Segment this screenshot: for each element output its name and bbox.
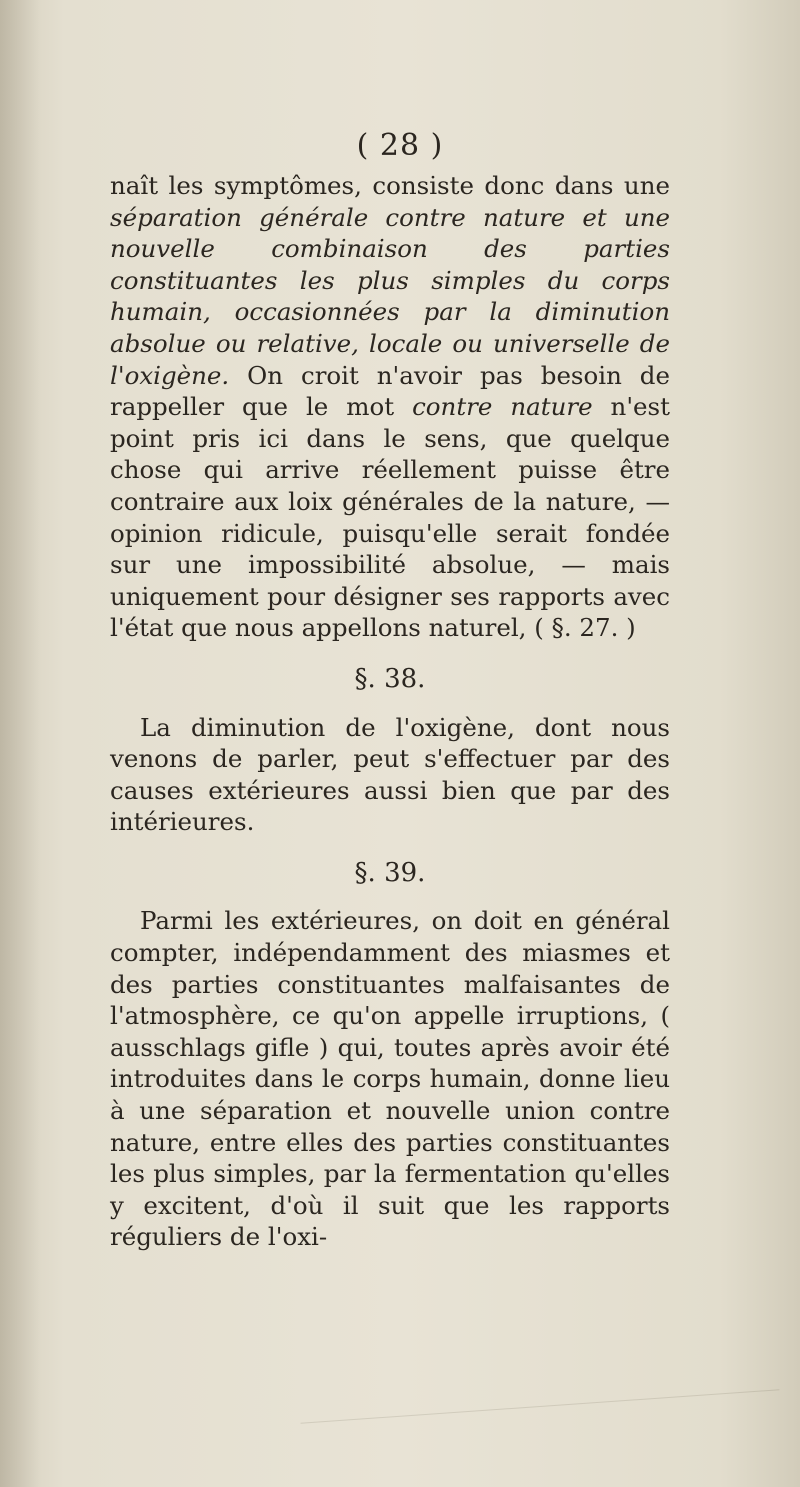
page-curl-shadow bbox=[301, 1389, 780, 1423]
paragraph-1-italic-1: séparation générale contre nature et une nouvelle combinaison des parties constituantes les plus simples du corps humain, occasionnées par la diminution absolue ou relative, locale ou universelle de l'oxigène. bbox=[110, 202, 670, 390]
paragraph-3: Parmi les extérieures, on doit en général compter, indépendamment des miasmes et des parties constituantes malfaisantes de l'atmosphère, ce qu'on appelle irruptions, ( ausschlags gifle ) qui, toutes après avoir été introduites dans le corps humain, donne lieu à une séparation et nouvelle union contre nature, entre elles des parties constituantes les plus simples, par la fermentation qu'elles y excitent, d'où il suit que les rapports réguliers de l'oxi- bbox=[110, 906, 670, 1252]
paragraph-1-part-c: n'est point pris ici dans le sens, que quelque chose qui arrive réellement puisse être contraire aux loix générales de la nature, — opinion ridicule, puisqu'elle serait fondée sur une impossibilité absolue, — mais uniquement pour désigner ses rapports avec l'état que nous appellons naturel, ( §. 27. ) bbox=[110, 392, 670, 643]
page-number: ( 28 ) bbox=[356, 128, 444, 163]
section-38-heading: §. 38. bbox=[354, 663, 426, 694]
section-39-heading: §. 39. bbox=[354, 857, 426, 888]
paragraph-1-part-b: On croit n'avoir pas besoin de rappeller que le mot bbox=[110, 360, 670, 422]
paragraph-1-italic-2: contre nature bbox=[412, 392, 593, 422]
spine-shadow bbox=[0, 0, 40, 1487]
paragraph-2: La diminution de l'oxigène, dont nous venons de parler, peut s'effectuer par des causes extérieures aussi bien que par des intérieures. bbox=[110, 712, 670, 837]
paragraph-1-part-a: naît les symptômes, consiste donc dans une bbox=[110, 171, 670, 200]
body-text bbox=[110, 130, 670, 1253]
paragraph-1 bbox=[110, 170, 670, 644]
